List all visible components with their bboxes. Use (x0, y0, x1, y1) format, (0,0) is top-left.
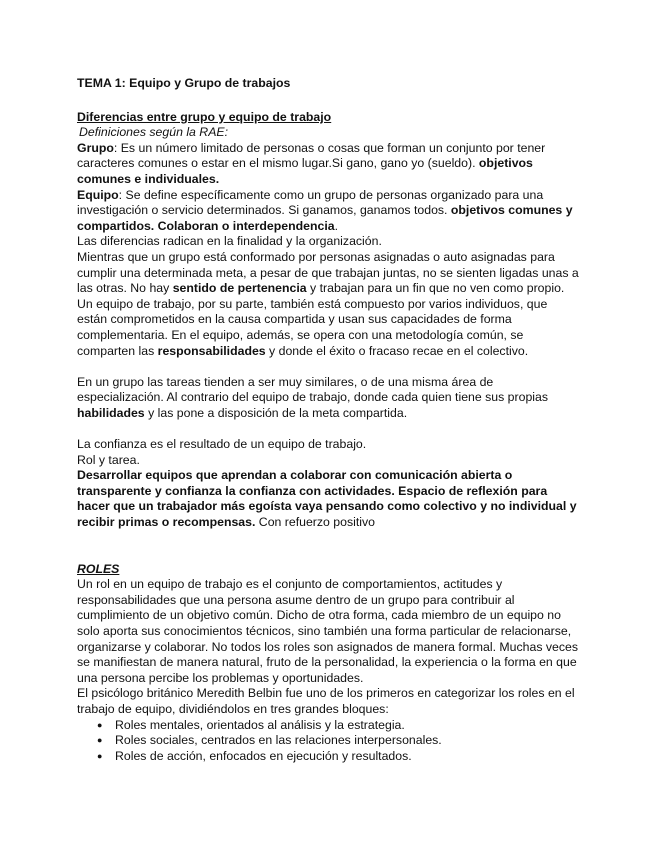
desarrollar-paragraph (77, 468, 579, 530)
equipo-definition (77, 188, 579, 235)
equipo-trabajo-paragraph (77, 297, 579, 359)
section-heading: Diferencias entre grupo y equipo de trabajo (77, 109, 332, 124)
roles-paragraph-1: Un rol en un equipo de trabajo es el conjunto de comportamientos, actitudes y responsabilidades que una persona asume dentro de un grupo para contribuir al cumplimiento de un objetivo común. Dicho de otra forma, cada miembro de un equipo no solo aporta sus conocimientos técnicos, sino también una forma particular de relacionarse, organizarse y colaborar. No todos los roles son asignados de manera formal. Muchas veces se manifiestan de manera natural, fruto de la personalidad, la experiencia o la forma en que una persona percibe los problemas y oportunidades. (77, 577, 579, 685)
list-item: ● Roles mentales, orientados al análisis y la estrategia. (115, 718, 579, 734)
diferencias-paragraph: Las diferencias radican en la finalidad y la organización. (77, 234, 382, 249)
definitions-label: Definiciones según la RAE: (79, 125, 229, 140)
equipo-trabajo-bold: responsabilidades (157, 343, 266, 358)
desarrollar-bold: Desarrollar equipos que aprendan a colaborar con comunicación abierta o transparente y confianza la confianza con actividades. Espacio de reflexión para hacer que un trabajador más egoísta vaya pensando como colectivo y no individual y recibir primas o recompensas. (77, 468, 577, 530)
grupo-text: : Es un número limitado de personas o cosas que forman un conjunto por tener caracteres comunes o estar en el mismo lugar.Si gano, gano yo (sueldo). (77, 140, 546, 171)
list-item: ● Roles sociales, centrados en las relaciones interpersonales. (115, 733, 579, 749)
tareas-end: y las pone a disposición de la meta compartida. (144, 405, 408, 420)
equipo-trabajo-text: Un equipo de trabajo, por su parte, también está compuesto por varios individuos, que están comprometidos en la causa compartida y usan sus capacidades de forma complementaria. En el equipo, además, se opera con una metodología común, se comparten las (77, 296, 548, 358)
equipo-term: Equipo (77, 187, 119, 202)
grupo-bold: objetivos comunes e individuales. (77, 156, 533, 186)
mientras-text: Mientras que un grupo está conformado por personas asignadas o auto asignadas para cumplir una determinada meta, a pesar de que trabajan juntas, no se sienten ligadas unas a las otras. No hay (77, 249, 579, 296)
rol-tarea-paragraph: Rol y tarea. (77, 452, 140, 467)
equipo-text: : Se define específicamente como un grupo de personas organizado para una investigación o servicio determinados. Si ganamos, ganamos todos. (77, 187, 544, 218)
equipo-end: . (334, 218, 339, 233)
grupo-definition (77, 141, 579, 188)
tareas-paragraph (77, 375, 579, 422)
document-content (77, 76, 579, 764)
mientras-bold: sentido de pertenencia (172, 281, 307, 296)
equipo-bold: objetivos comunes y compartidos. Colaboran o interdependencia (77, 203, 573, 233)
spacer (77, 359, 579, 375)
desarrollar-end: Con refuerzo positivo (255, 515, 376, 530)
mientras-end: y trabajan para un fin que no ven como propio. (306, 281, 565, 296)
grupo-term: Grupo (77, 140, 114, 155)
roles-list (77, 718, 579, 765)
equipo-trabajo-end: y donde el éxito o fracaso recae en el colectivo. (265, 343, 529, 358)
document-title: TEMA 1: Equipo y Grupo de trabajos (77, 76, 291, 90)
roles-heading: ROLES (77, 561, 120, 576)
roles-paragraph-2: El psicólogo británico Meredith Belbin fue uno de los primeros en categorizar los roles en el trabajo de equipo, dividiéndolos en tres grandes bloques: (77, 686, 575, 716)
mientras-paragraph (77, 250, 579, 297)
spacer (77, 531, 579, 562)
spacer (77, 421, 579, 437)
confianza-paragraph: La confianza es el resultado de un equipo de trabajo. (77, 437, 367, 452)
tareas-bold: habilidades (77, 405, 145, 420)
list-item: ● Roles de acción, enfocados en ejecución y resultados. (115, 749, 579, 765)
tareas-text: En un grupo las tareas tienden a ser muy similares, o de una misma área de especialización. Al contrario del equipo de trabajo, donde cada quien tiene sus propias (77, 374, 549, 405)
